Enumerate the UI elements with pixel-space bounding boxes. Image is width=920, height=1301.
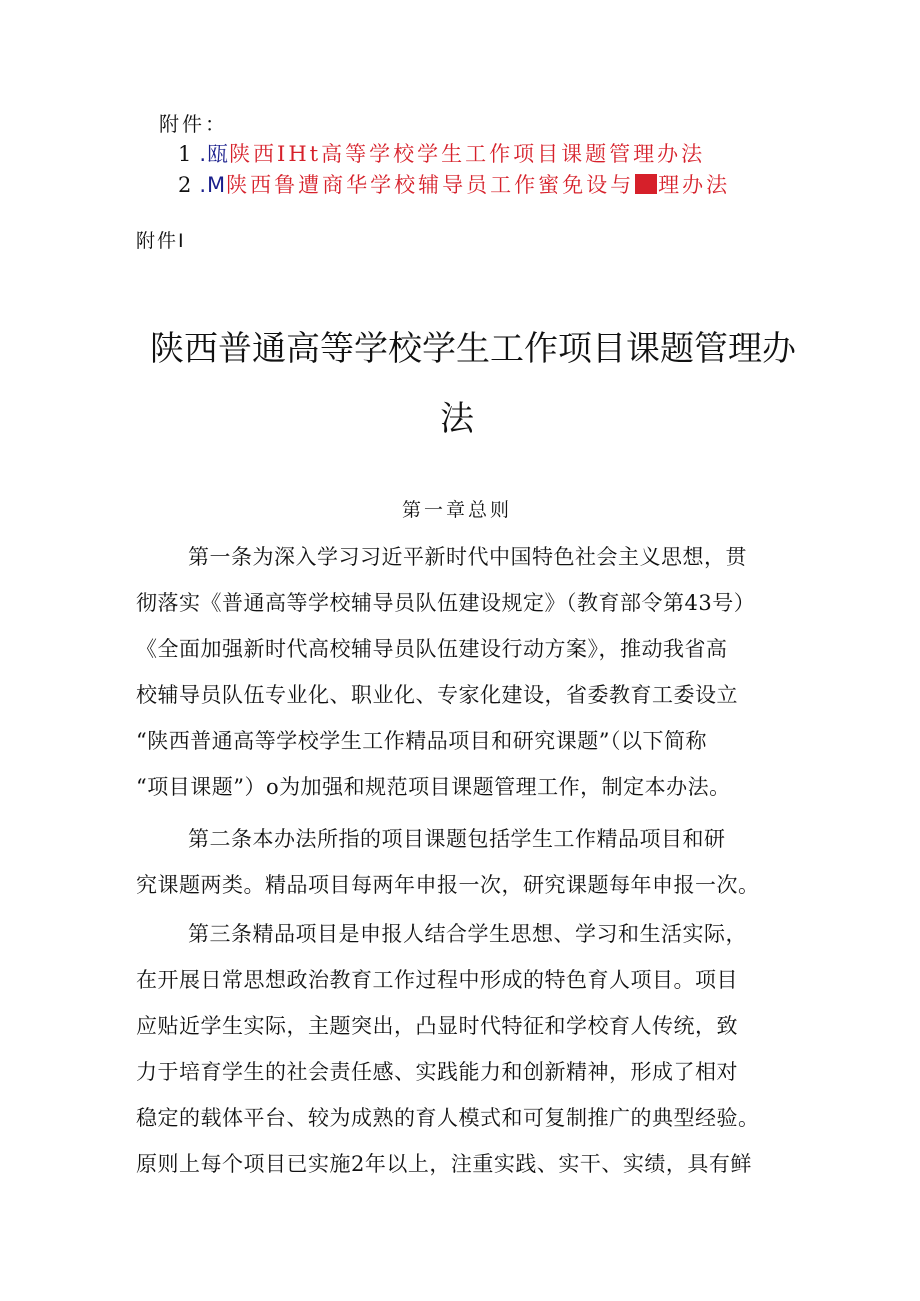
redacted-block	[635, 174, 657, 194]
body-line: 在开展日常思想政治教育工作过程中形成的特色育人项目。项目	[136, 968, 738, 992]
body-line: 力于培育学生的社会责任感、实践能力和创新精神，形成了相对	[136, 1060, 738, 1084]
annex-label: 附件I	[136, 230, 186, 252]
body-line: 《全面加强新时代高校辅导员队伍建设行动方案》，推动我省高	[136, 637, 728, 661]
body-line: 校辅导员队伍专业化、职业化、专家化建设，省委教育工委设立	[136, 683, 738, 707]
body-line: 第一条为深入学习习近平新时代中国特色社会主义思想，贯	[188, 545, 747, 569]
body-line: “陕西普通高等学校学生工作精品项目和研究课题”（以下简称	[136, 729, 707, 753]
attachment-item-1	[178, 138, 705, 168]
body-line: 彻落实《普通高等学校辅导员队伍建设规定》（教育部令第43号）	[136, 591, 756, 615]
body-line: “项目课题”）o为加强和规范项目课题管理工作，制定本办法。	[136, 775, 731, 799]
body-line: 原则上每个项目已实施2年以上，注重实践、实干、实绩，具有鲜	[136, 1152, 752, 1176]
attachment-item-2	[178, 169, 730, 199]
attachment-number: 2	[178, 173, 200, 197]
body-line: 究课题两类。精品项目每两年申报一次，研究课题每年申报一次。	[136, 873, 760, 897]
body-line: 应贴近学生实际，主题突出，凸显时代特征和学校育人传统，致	[136, 1014, 738, 1038]
body-line: 第二条本办法所指的项目课题包括学生工作精品项目和研	[188, 827, 726, 851]
body-line: 稳定的载体平台、较为成熟的育人模式和可复制推广的典型经验。	[136, 1106, 760, 1130]
attachment-title-part-2: 理办法	[658, 173, 731, 197]
document-title-line-2: 法	[440, 399, 474, 439]
attachment-title-part-1: 陕西鲁遭商华学校辅导员工作蜜免设与	[226, 173, 635, 197]
attachments-label: 附件：	[159, 112, 228, 136]
attachment-number: 1	[178, 142, 200, 166]
document-title-line-1: 陕西普通高等学校学生工作项目课题管理办	[150, 329, 796, 369]
attachment-prefix: .瓯	[199, 142, 230, 166]
attachment-title: 陕西IHt高等学校学生工作项目课题管理办法	[229, 142, 706, 166]
chapter-heading: 第一章总则	[402, 499, 513, 521]
body-line: 第三条精品项目是申报人结合学生思想、学习和生活实际，	[188, 922, 747, 946]
attachment-prefix: .M	[199, 173, 227, 197]
